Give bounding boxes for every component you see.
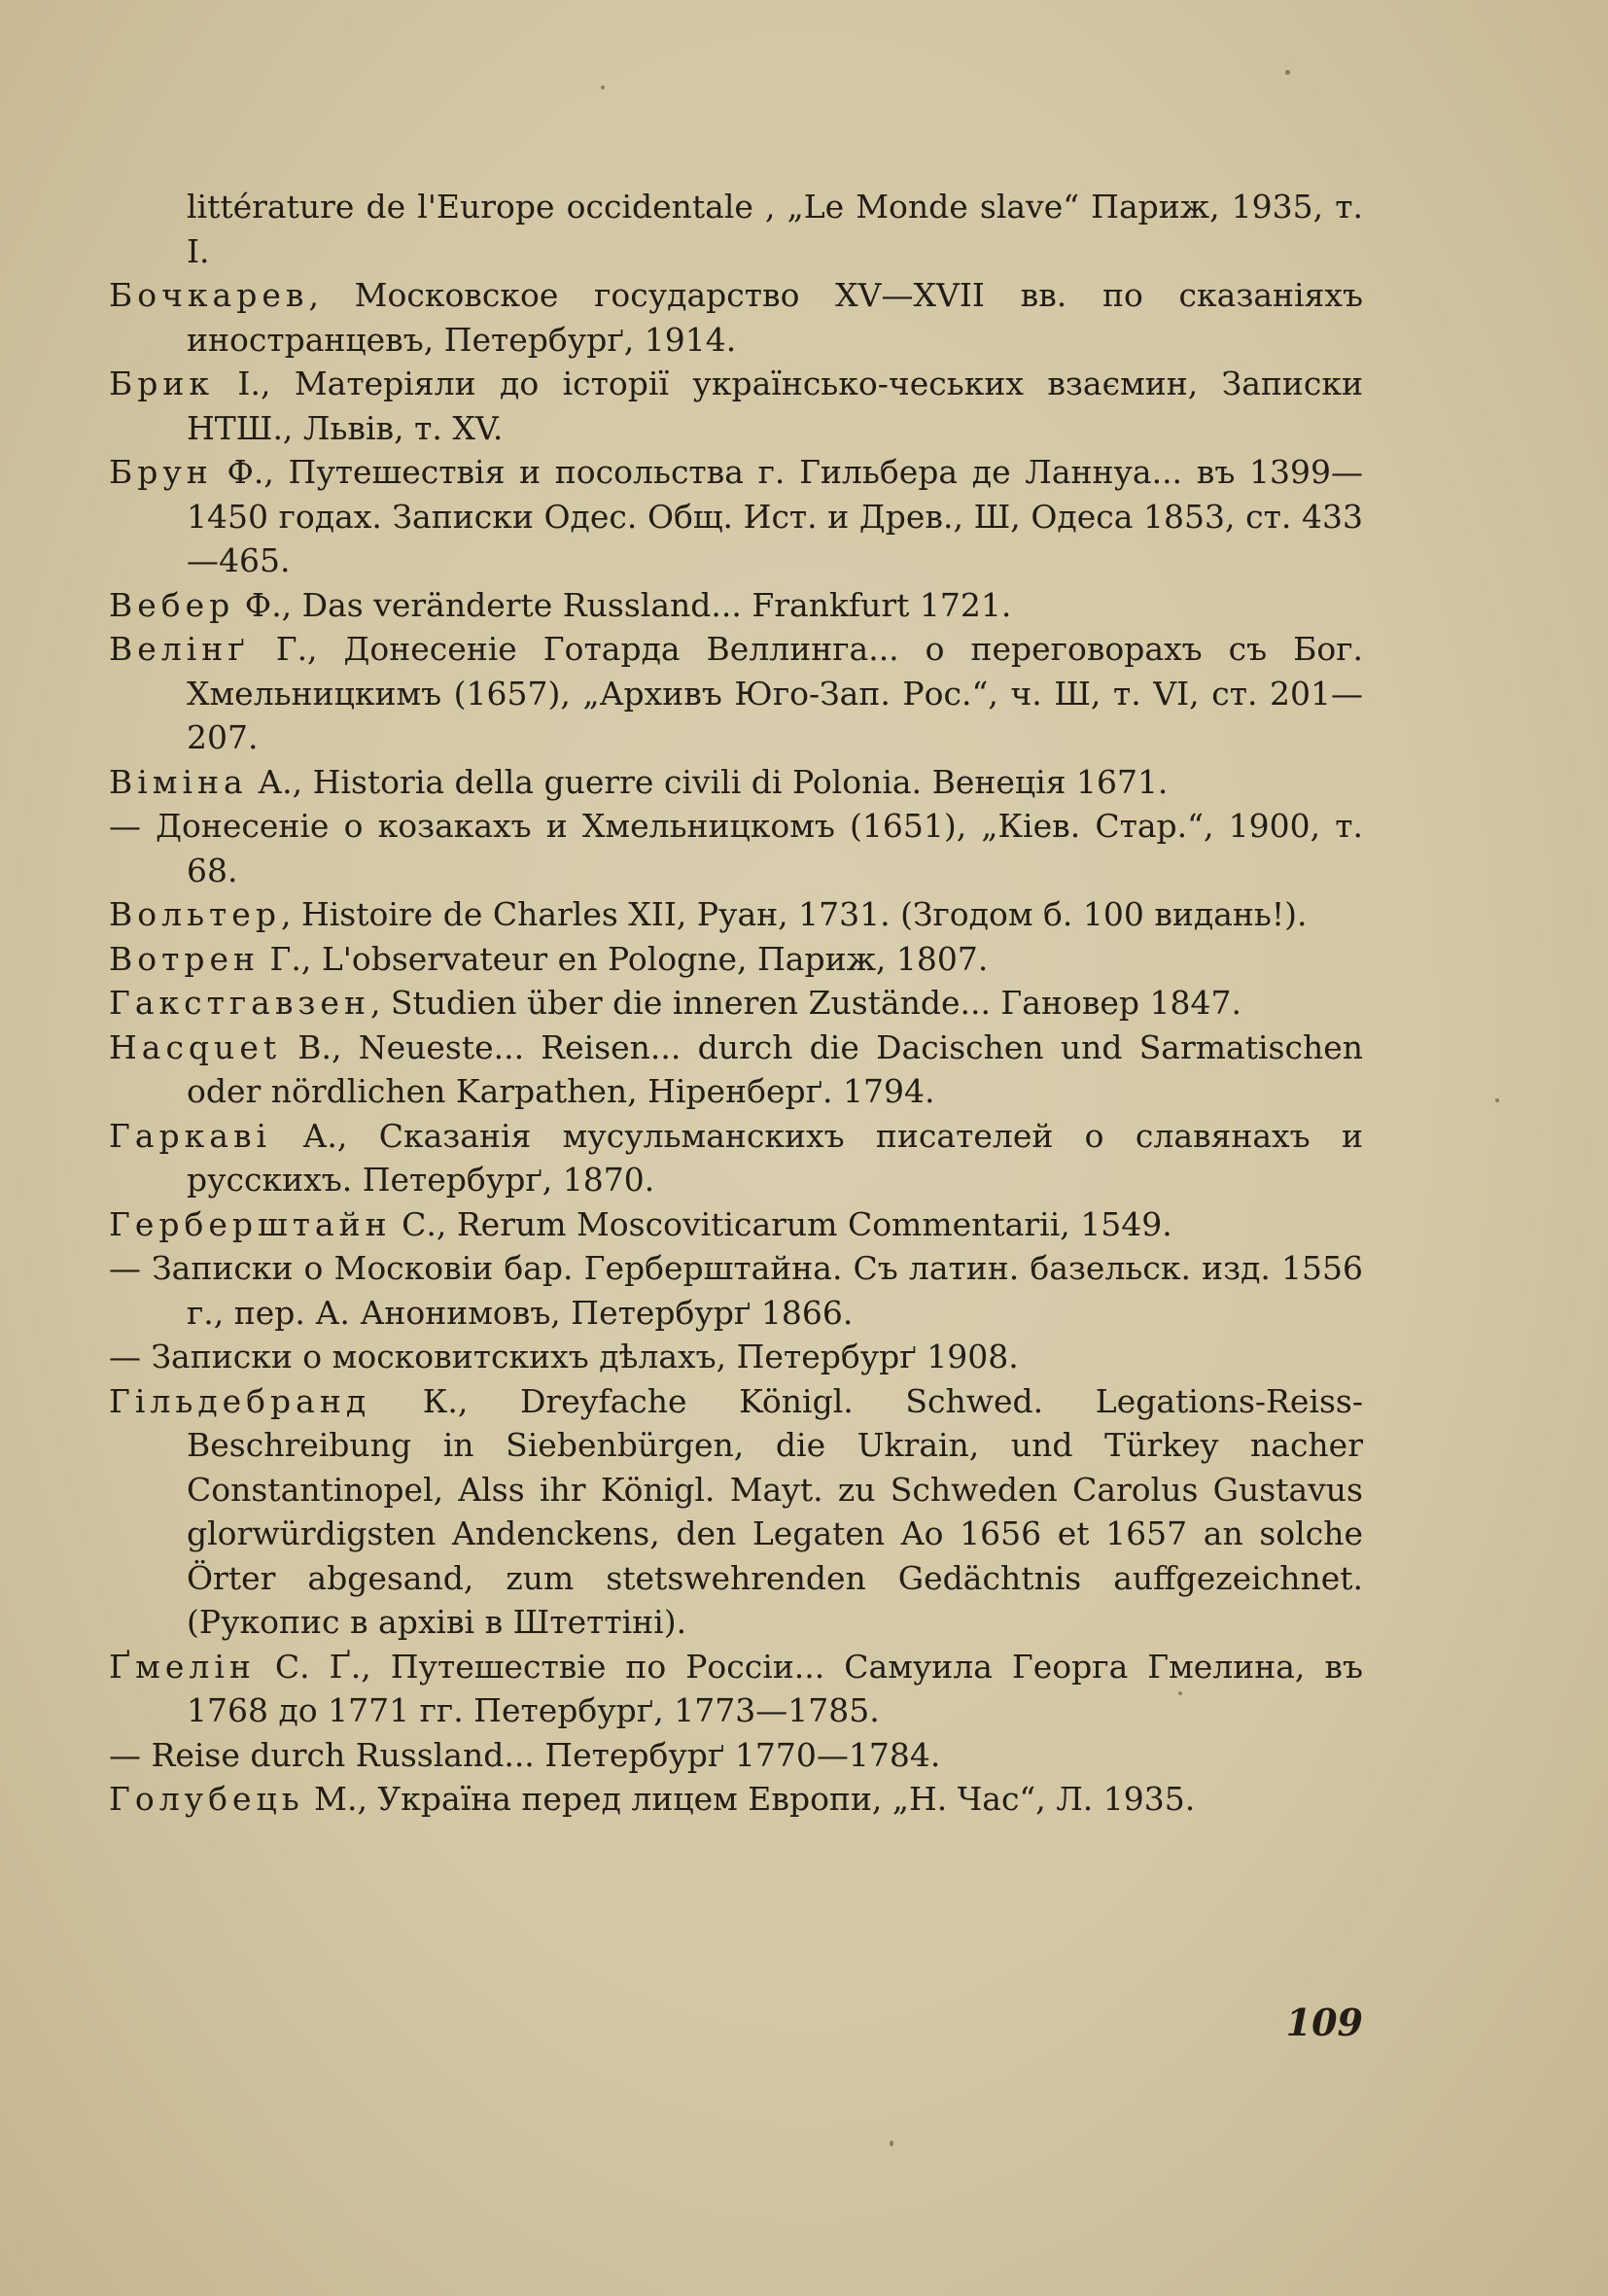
bibliography-entry xyxy=(109,450,1363,583)
bibliography-entry xyxy=(109,937,1363,982)
continuation-text: littérature de l'Europe occidentale , „Le Monde slave“ Париж, 1935, т. I. xyxy=(187,188,1363,270)
bibliography-entry xyxy=(109,1026,1363,1114)
bibliography-entry xyxy=(109,627,1363,760)
bibliography-entry xyxy=(109,1114,1363,1202)
ditto-dash: — xyxy=(109,1338,141,1375)
bibliography-entry xyxy=(109,1777,1363,1822)
entry-author: Віміна xyxy=(109,762,248,801)
entry-text: Записки о московитскихъ дѣлахъ, Петербурґ 1908. xyxy=(141,1338,1019,1375)
entry-text: , Histoire de Charles XII, Руан, 1731. (Згодом б. 100 видань!). xyxy=(280,895,1308,933)
entry-text: Записки о Московіи бар. Герберштайна. Съ латин. базельск. изд. 1556 г., пер. А. Анонимовъ, Петербурґ 1866. xyxy=(141,1249,1363,1332)
entry-text: К., Dreyfache Königl. Schwed. Legations-Reiss-Beschreibung in Siebenbürgen, die Ukrain, und Türkey nacher Constantinopel, Alss ihr Königl. Mayt. zu Schweden Carolus Gustavus glorwürdigsten Andenckens, den Legaten Ao 1656 et 1657 an solche Örter abgesand, zum stetswehrenden Gedächtnis auffgezeichnet. (Рукопис в архіві в Штеттіні). xyxy=(187,1381,1363,1641)
entry-text: B., Neueste... Reisen... durch die Dacischen und Sarmatischen oder nördlichen Karpathen, Ніренберґ. 1794. xyxy=(187,1027,1363,1110)
entry-text: , Московское государство XV—XVII вв. по сказаніяхъ иностранцевъ, Петербурґ, 1914. xyxy=(187,276,1363,359)
entry-text: , Studien über die inneren Zustände... Гановер 1847. xyxy=(369,984,1242,1022)
entry-text: С. Ґ., Путешествіе по Россіи... Самуила Георга Гмелина, въ 1768 до 1771 гг. Петербурґ, 1773—1785. xyxy=(187,1647,1363,1729)
entry-author: Вольтер xyxy=(109,895,281,933)
entry-text: Reise durch Russland... Петербурґ 1770—1784. xyxy=(141,1735,941,1774)
page-number: 109 xyxy=(1285,2000,1363,2044)
entry-text: С., Rerum Moscoviticarum Commentarii, 1549. xyxy=(391,1204,1172,1243)
ditto-dash: — xyxy=(109,1735,141,1774)
entry-author: Голубець xyxy=(109,1780,304,1818)
paper-speck xyxy=(1178,1691,1182,1695)
bibliography-entry xyxy=(109,1335,1363,1379)
ditto-dash: — xyxy=(109,1249,141,1287)
entry-author: Герберштайн xyxy=(109,1204,392,1243)
bibliography-entry xyxy=(109,760,1363,805)
paper-speck xyxy=(890,2140,893,2146)
entry-author: Бочкарев xyxy=(109,276,309,314)
entry-text: Ф., Das veränderte Russland... Frankfurt 1721. xyxy=(234,585,1012,624)
bibliography-entry xyxy=(109,583,1363,628)
bibliography-entry xyxy=(109,981,1363,1026)
bibliography-list xyxy=(109,185,1363,1822)
bibliography-entry xyxy=(109,273,1363,362)
entry-text: Г., Донесеніе Готарда Веллинга... о переговорахъ съ Бог. Хмельницкимъ (1657), „Архивъ Юго-Зап. Рос.“, ч. Ш, т. VI, ст. 201—207. xyxy=(187,630,1363,756)
entry-author: Вебер xyxy=(109,585,235,624)
entry-text: Ф., Путешествія и посольства г. Гильбера де Ланнуа... въ 1399—1450 годах. Записки Одес. Общ. Ист. и Древ., Ш, Одеса 1853, ст. 433—465. xyxy=(187,453,1363,579)
entry-author: Гільдебранд xyxy=(109,1381,371,1420)
paper-speck xyxy=(601,86,605,89)
bibliography-entry xyxy=(109,1645,1363,1733)
bibliography-entry xyxy=(109,804,1363,892)
entry-author: Брик xyxy=(109,365,214,402)
bibliography-entry xyxy=(109,1246,1363,1335)
entry-author: Гаркаві xyxy=(109,1116,272,1155)
entry-author: Брун xyxy=(109,453,213,491)
bibliography-entry xyxy=(109,1379,1363,1645)
bibliography-entry xyxy=(109,1202,1363,1247)
entry-author: Hacquet xyxy=(109,1027,282,1066)
bibliography-entry xyxy=(109,892,1363,937)
entry-author: Ґмелін xyxy=(109,1647,256,1686)
paper-speck xyxy=(1285,70,1290,75)
entry-author: Гакстгавзен xyxy=(109,984,370,1022)
entry-author: Вотрен xyxy=(109,939,261,978)
ditto-dash: — xyxy=(109,807,141,845)
entry-author: Велінґ xyxy=(109,630,250,668)
entry-text: Г., L'observateur en Pologne, Париж, 1807. xyxy=(260,939,989,978)
entry-text: Донесеніе о козакахъ и Хмельницкомъ (1651), „Кіев. Стар.“, 1900, т. 68. xyxy=(141,807,1363,889)
paper-speck xyxy=(1495,1098,1499,1102)
bibliography-entry xyxy=(109,1733,1363,1778)
entry-text: I., Матеріяли до історії українсько-чеських взаємин, Записки НТШ., Львів, т. XV. xyxy=(187,365,1363,447)
entry-text: М., Україна перед лицем Европи, „Н. Час“, Л. 1935. xyxy=(303,1780,1196,1818)
bibliography-entry xyxy=(109,362,1363,450)
entry-text: А., Сказанія мусульманскихъ писателей о славянахъ и русскихъ. Петербурґ, 1870. xyxy=(187,1116,1363,1199)
entry-text: А., Historia della guerre civili di Polonia. Венеція 1671. xyxy=(247,762,1169,801)
